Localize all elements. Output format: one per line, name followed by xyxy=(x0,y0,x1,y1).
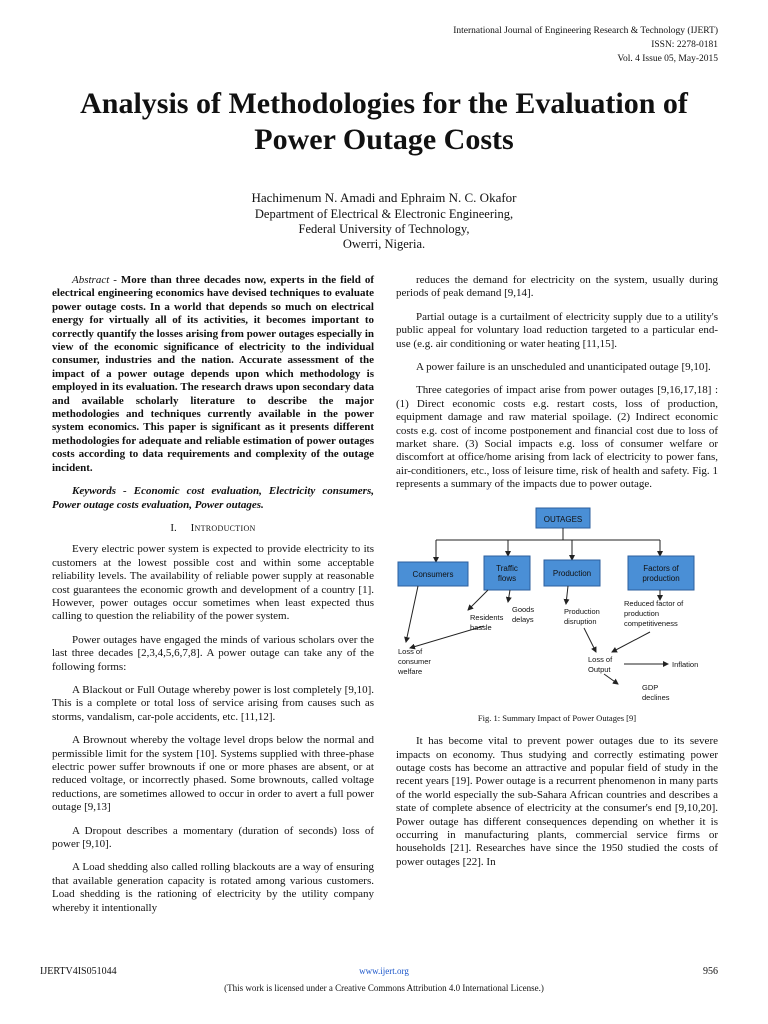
paragraph: A Load shedding also called rolling blackouts are a way of ensuring that available generation capacity is rotated among various customers. Load shedding is the rationing of electricity by the utility company whereby it intentionally xyxy=(52,861,374,914)
journal-volume: Vol. 4 Issue 05, May-2015 xyxy=(617,54,718,64)
left-column xyxy=(52,274,374,925)
paragraph: A Dropout describes a momentary (duration of seconds) loss of power [9,10]. xyxy=(52,824,374,851)
paragraph: A Brownout whereby the voltage level drops below the normal and permissible limit for the system [10]. Systems supplied with three-phase electric power suffer brownouts if one or more phases are absent, or at reduced voltage, or incorrectly phased. Some brownouts, called voltage reductions, are sometimes allowed to occur in order to avert a full power outage [9,13] xyxy=(52,734,374,814)
outages-label: OUTAGES xyxy=(543,514,583,524)
journal-name: International Journal of Engineering Research & Technology (IJERT) xyxy=(453,26,718,36)
residents-label-line: hassle xyxy=(470,622,492,632)
abstract-lead: Abstract - xyxy=(72,274,117,286)
prod-disruption-line: disruption xyxy=(564,616,597,626)
paragraph: Partial outage is a curtailment of electricity supply due to a utility's public appeal for voluntary load reduction targeted to a particular end-use (e.g. air conditioning or water heating [11,15]. xyxy=(396,310,718,350)
factors-label-line: Factors of xyxy=(643,563,679,573)
traffic-label xyxy=(496,564,518,583)
loss-output-line: Output xyxy=(588,664,611,674)
impact-diagram xyxy=(388,502,728,710)
paper-id: IJERTV4IS051044 xyxy=(40,966,117,977)
author-department: Department of Electrical & Electronic Engineering, xyxy=(254,207,514,221)
abstract xyxy=(52,274,374,475)
traffic-label-line: flows xyxy=(497,573,517,583)
paragraph: reduces the demand for electricity on the system, usually during periods of peak demand [9,14]. xyxy=(396,274,718,300)
paragraph: Every electric power system is expected to provide electricity to its customers at the lowest possible cost and within some acceptable reliability levels. The availability of reliable power supply at reasonable cost guarantees the economic growth and development of a country [1]. However, power outages occur sometimes when least expected thus calling to question the reliability of the power system. xyxy=(52,543,374,623)
inflation-label: Inflation xyxy=(672,659,699,669)
loss-welfare-line: Loss of xyxy=(398,646,423,656)
gdp-line: GDP xyxy=(642,682,659,692)
reduced-factor-line: production xyxy=(624,608,660,618)
production-disruption-label xyxy=(564,607,600,626)
right-column xyxy=(396,274,718,879)
gdp-line: declines xyxy=(642,692,670,702)
loss-welfare-line: consumer xyxy=(398,656,431,666)
gdp-label xyxy=(642,683,670,702)
production-label: Production xyxy=(552,568,592,578)
loss-output-line: Loss of xyxy=(588,654,613,664)
goods-label xyxy=(512,605,534,624)
paragraph: A power failure is an unscheduled and unanticipated outage [9,10]. xyxy=(416,361,711,374)
loss-welfare-label xyxy=(397,647,431,676)
abstract-text: More than three decades now, experts in the field of electrical engineering economics have devised techniques to evaluate power outage costs. In a world that depends so much on electrical energy for virtually all of its activities, it becomes important to correctly quantify the losses arising from power outages especially in view of the economic significance of electricity to the individual consumer, industries and the nation. Accurate assessment of the impact of a power outage depends upon which methodology is employed in its evaluation. The research draws upon secondary data and available scholarly literature to describe the major methodologies and techniques currently available in the power system economics. This paper is significant as it presents different methodologies for adequate and reliable estimation of power outages costs according to data requirements and complexity of the outage incident. xyxy=(52,274,374,474)
keywords: Keywords - Economic cost evaluation, Electricity consumers, Power outage costs evaluation, Power outages. xyxy=(52,485,374,511)
goods-label-line: Goods xyxy=(512,604,535,614)
footer xyxy=(40,966,728,980)
factors-box xyxy=(628,556,694,590)
consumers-label: Consumers xyxy=(412,569,454,579)
paragraph: A Blackout or Full Outage whereby power is lost completely [9,10]. This is a complete or total loss of service arising from causes such as storms, vandalism, car-pole accidents, etc. [11,12]. xyxy=(52,683,374,723)
author-location: Owerri, Nigeria. xyxy=(342,237,426,251)
loss-welfare-line: welfare xyxy=(398,666,423,676)
prod-disruption-line: Production xyxy=(564,606,600,616)
journal-header xyxy=(358,24,718,66)
journal-issn: ISSN: 2278-0181 xyxy=(651,40,718,50)
page-number: 956 xyxy=(703,966,718,977)
factors-label-line: production xyxy=(642,573,680,583)
author-block xyxy=(80,190,688,252)
section-heading-introduction xyxy=(52,522,374,535)
reduced-factor-label xyxy=(624,599,684,628)
paper-title: Analysis of Methodologies for the Evaluation of Power Outage Costs xyxy=(80,87,688,156)
paragraph: Three categories of impact arise from power outages [9,16,17,18] : (1) Direct economic costs e.g. restart costs, loss of production, equipment damage and raw material spoilage. (2) Indirect economic costs e.g. cost of income postponement and financial cost due to loss of market share. (3) Social impacts e.g. loss of consumer welfare or discomfort at office/home arising from lack of electricity to power fans, air-conditioners, etc., loss of leisure time, risk of health and safety. Fig. 1 represents a summary of the impacts due to power outage. xyxy=(396,384,718,491)
reduced-factor-line: competitiveness xyxy=(624,618,678,628)
author-university: Federal University of Technology, xyxy=(298,222,470,236)
license-note: (This work is licensed under a Creative Commons Attribution 4.0 International License.) xyxy=(224,983,544,993)
paragraph: It has become vital to prevent power outages due to its severe impacts on economy. Thus studying and correctly estimating power outage costs has become an attractive and popular field of study in the recent years [19]. Power outage is a recurrent phenomenon in many parts of the world especially the sub-Sahara African countries and describes a state of complete absence of electricity at the consumer's end [9,10,20]. Power outage has different consequences depending on whether it is occurring in manufacturing plants, commercial service firms or households [21]. Researches have since the 1950 studied the costs of power outages [22]. In xyxy=(396,735,718,868)
figure-1 xyxy=(388,502,728,710)
author-names: Hachimenum N. Amadi and Ephraim N. C. Okafor xyxy=(251,190,517,205)
figure-caption: Fig. 1: Summary Impact of Power Outages [9] xyxy=(477,712,637,723)
goods-label-line: delays xyxy=(512,614,534,624)
reduced-factor-line: Reduced factor of xyxy=(624,598,684,608)
traffic-label-line: Traffic xyxy=(496,563,518,573)
loss-output-label xyxy=(588,655,613,674)
traffic-flows-box xyxy=(484,556,530,590)
paragraph: Power outages have engaged the minds of various scholars over the last three decades [2,3,4,5,6,7,8]. A power outage can take any of the following forms: xyxy=(52,633,374,673)
residents-label-line: Residents xyxy=(470,612,504,622)
factors-label xyxy=(642,564,679,583)
section-title: Introduction xyxy=(190,521,256,534)
website-link[interactable]: www.ijert.org xyxy=(359,966,409,976)
section-number: I. xyxy=(170,521,177,534)
